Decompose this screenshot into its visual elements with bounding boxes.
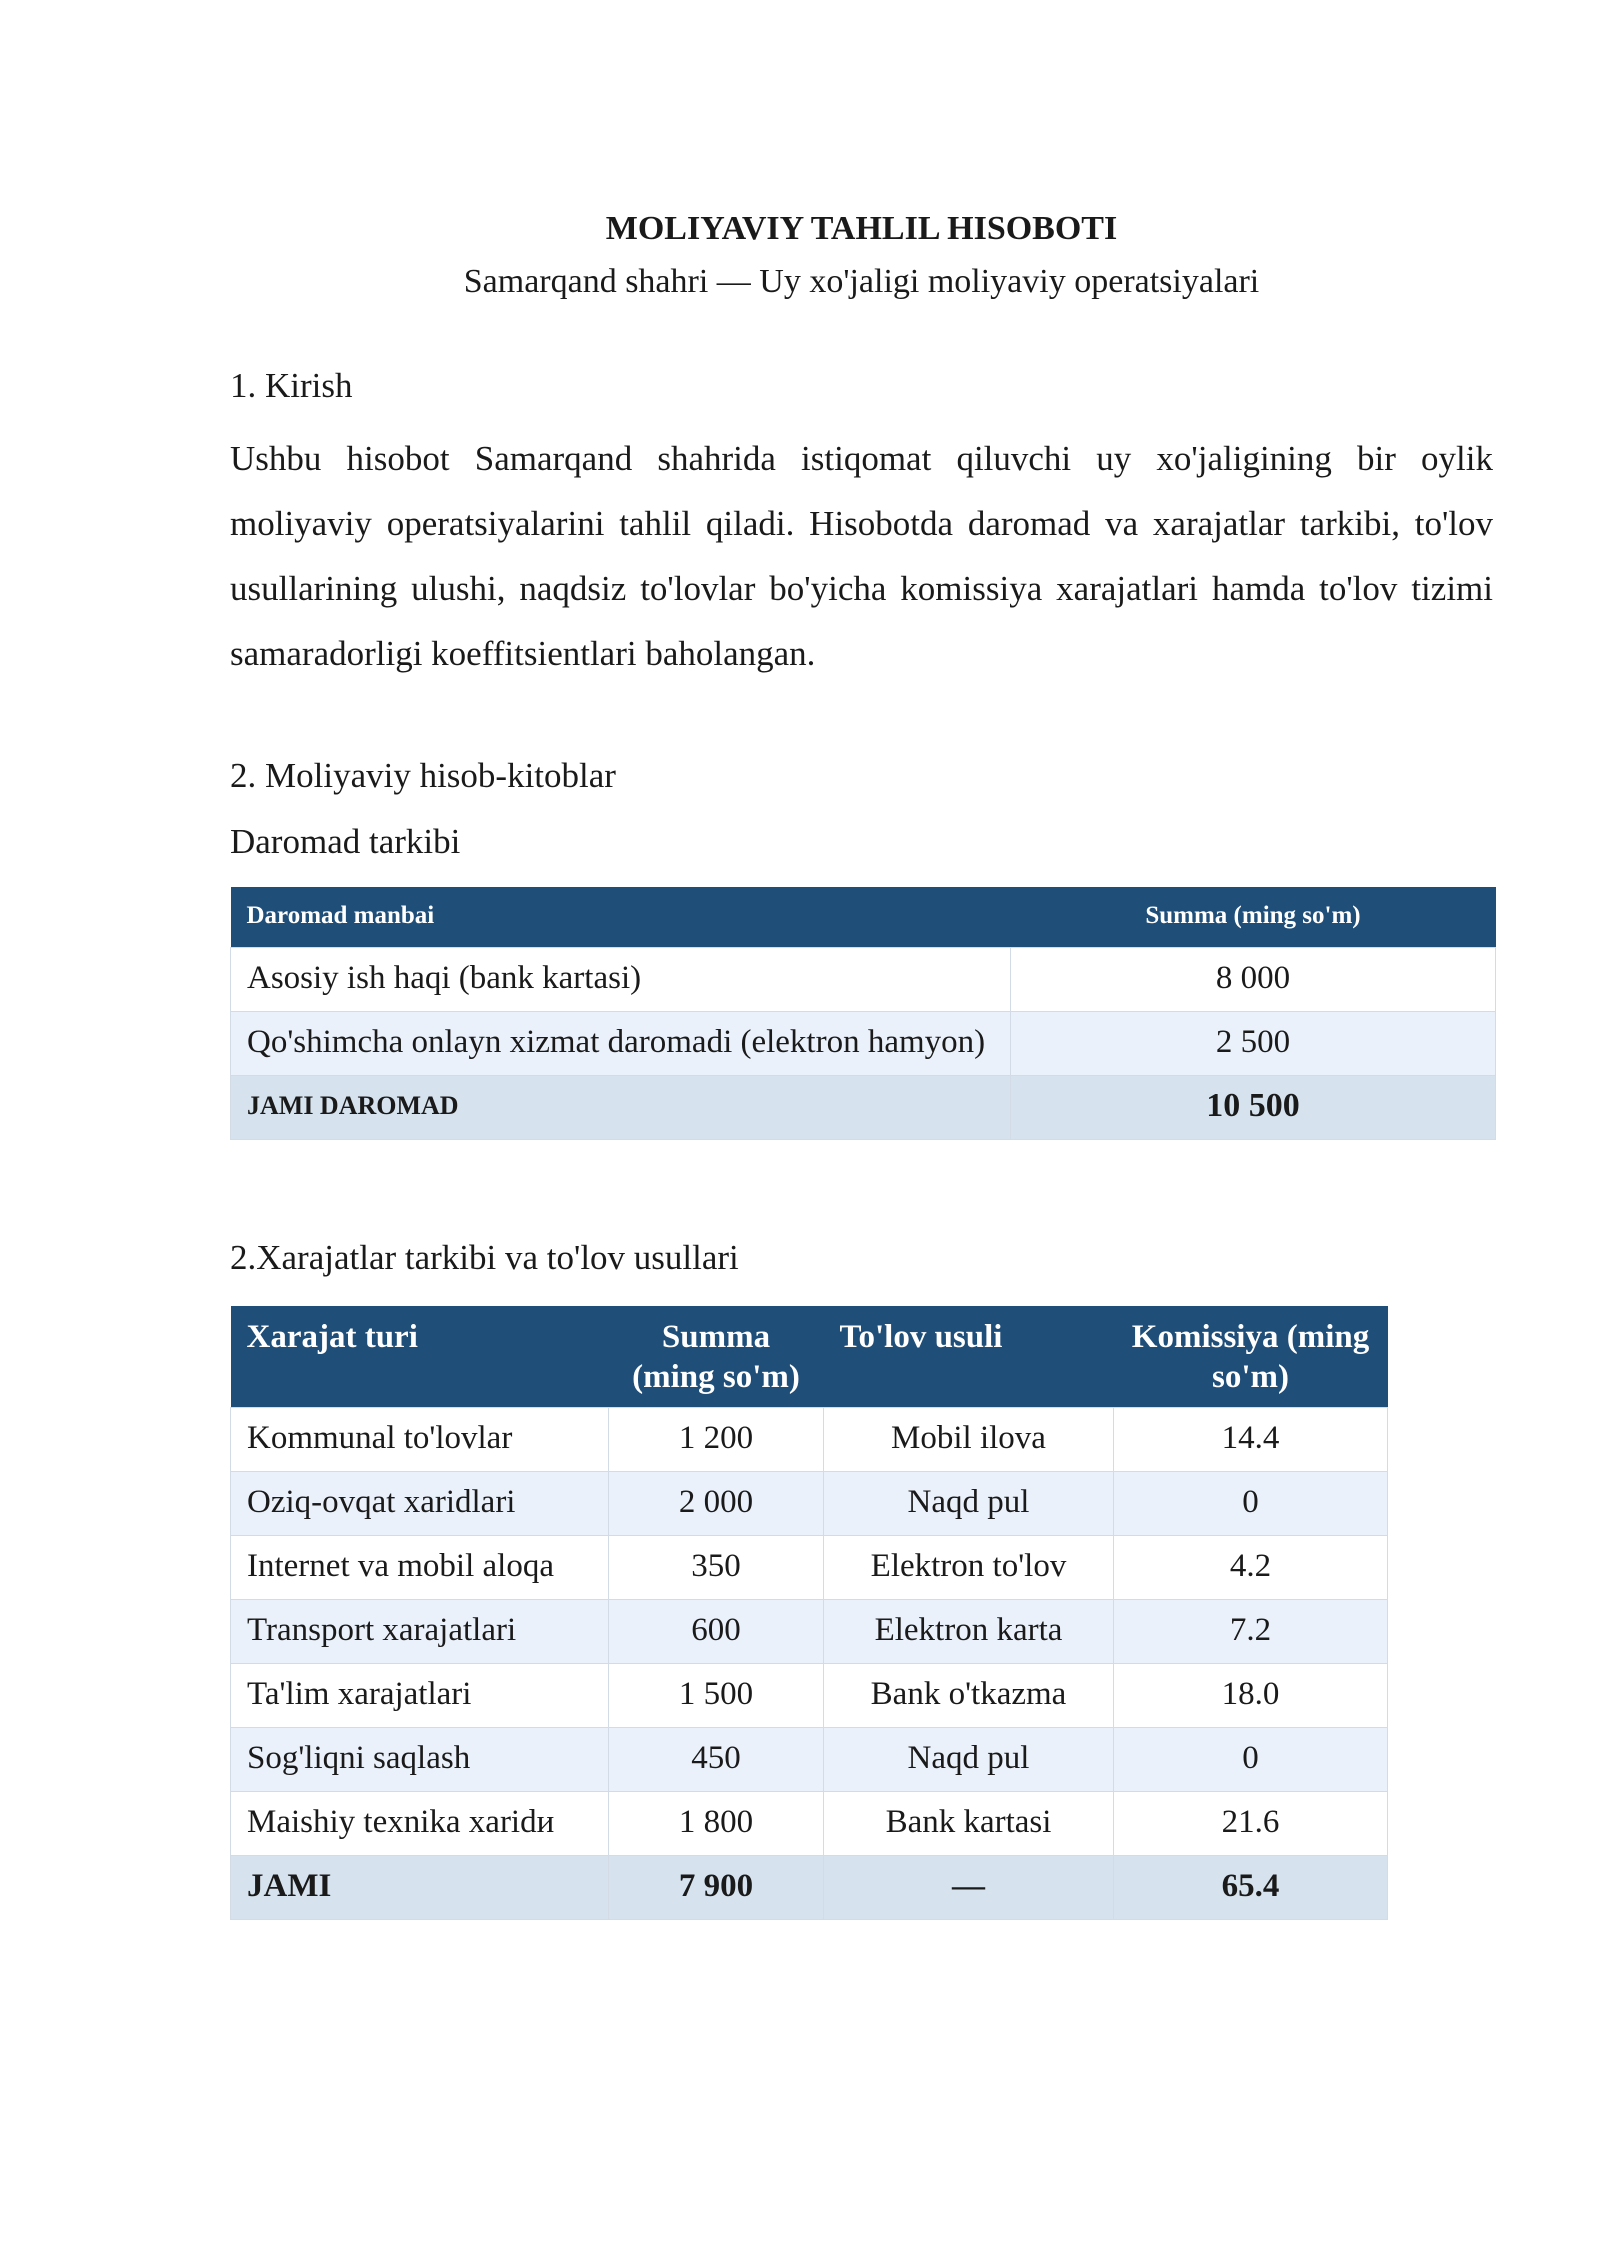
section-heading-expenses: 2.Xarajatlar tarkibi va to'lov usullari — [230, 1238, 739, 1277]
header-expense-amount: Summa (ming so'm) — [609, 1306, 824, 1408]
expense-type-cell: Kommunal to'lovlar — [231, 1408, 609, 1472]
table-row — [231, 1408, 1388, 1472]
table-row — [231, 1536, 1388, 1600]
header-commission: Komissiya (ming so'm) — [1114, 1306, 1388, 1408]
income-source-cell: Asosiy ish haqi (bank kartasi) — [231, 948, 1011, 1012]
table-row — [231, 1792, 1388, 1856]
payment-method-cell: Mobil ilova — [824, 1408, 1114, 1472]
expense-amount-cell: 600 — [609, 1600, 824, 1664]
expense-type-cell: Sog'liqni saqlash — [231, 1728, 609, 1792]
table-row — [231, 1472, 1388, 1536]
section-heading-calculations: 2. Moliyaviy hisob-kitoblar — [230, 756, 616, 795]
commission-cell: 7.2 — [1114, 1600, 1388, 1664]
commission-cell: 14.4 — [1114, 1408, 1388, 1472]
commission-cell: 0 — [1114, 1728, 1388, 1792]
expense-amount-cell: 1 800 — [609, 1792, 824, 1856]
payment-method-cell: Bank o'tkazma — [824, 1664, 1114, 1728]
commission-cell: 0 — [1114, 1472, 1388, 1536]
expense-total-label: JAMI — [231, 1856, 609, 1920]
expense-amount-cell: 1 200 — [609, 1408, 824, 1472]
table-row — [231, 948, 1496, 1012]
income-table-header — [231, 887, 1496, 948]
expense-amount-cell: 450 — [609, 1728, 824, 1792]
expense-type-cell: Internet va mobil aloqa — [231, 1536, 609, 1600]
expense-table — [230, 1306, 1388, 1920]
table-row — [231, 1728, 1388, 1792]
document-title: MOLIYAVIY TAHLIL HISOBOTI — [605, 210, 1118, 247]
commission-cell: 4.2 — [1114, 1536, 1388, 1600]
payment-method-cell: Bank kartasi — [824, 1792, 1114, 1856]
document-subtitle: Samarqand shahri — Uy xo'jaligi moliyaviy operatsiyalari — [463, 263, 1260, 300]
expense-total-commission: 65.4 — [1114, 1856, 1388, 1920]
header-income-amount: Summa (ming so'm) — [1011, 887, 1496, 948]
intro-paragraph: Ushbu hisobot Samarqand shahrida istiqomat qiluvchi uy xo'jaligining bir oylik moliyaviy operatsiyalarini tahlil qiladi. Hisobotda daromad va xarajatlar tarkibi, to'lov usullarining ulushi, naqdsiz to'lovlar bo'yicha komissiya xarajatlari hamda to'lov tizimi samaradorligi koeffitsientlari baholangan. — [230, 439, 1493, 673]
income-total-label: JAMI DAROMAD — [231, 1076, 1011, 1140]
expense-amount-cell: 350 — [609, 1536, 824, 1600]
expense-total-method: — — [824, 1856, 1114, 1920]
income-amount-cell: 8 000 — [1011, 948, 1496, 1012]
commission-cell: 21.6 — [1114, 1792, 1388, 1856]
expense-type-cell: Oziq-ovqat xaridlari — [231, 1472, 609, 1536]
header-expense-type: Xarajat turi — [231, 1306, 609, 1408]
income-total-value: 10 500 — [1011, 1076, 1496, 1140]
table-row — [231, 1012, 1496, 1076]
income-amount-cell: 2 500 — [1011, 1012, 1496, 1076]
payment-method-cell: Naqd pul — [824, 1472, 1114, 1536]
commission-cell: 18.0 — [1114, 1664, 1388, 1728]
income-source-cell: Qo'shimcha onlayn xizmat daromadi (elektron hamyon) — [231, 1012, 1011, 1076]
payment-method-cell: Elektron to'lov — [824, 1536, 1114, 1600]
table-row — [231, 1600, 1388, 1664]
header-income-source: Daromad manbai — [231, 887, 1011, 948]
expense-type-cell: Maishiy texnika xaridи — [231, 1792, 609, 1856]
income-table — [230, 887, 1496, 1140]
expense-table-header — [231, 1306, 1388, 1408]
section-heading-intro: 1. Kirish — [230, 366, 353, 405]
payment-method-cell: Elektron karta — [824, 1600, 1114, 1664]
income-total-row — [231, 1076, 1496, 1140]
expense-total-amount: 7 900 — [609, 1856, 824, 1920]
table-row — [231, 1664, 1388, 1728]
payment-method-cell: Naqd pul — [824, 1728, 1114, 1792]
expense-type-cell: Ta'lim xarajatlari — [231, 1664, 609, 1728]
expense-amount-cell: 2 000 — [609, 1472, 824, 1536]
income-table-caption: Daromad tarkibi — [230, 822, 461, 861]
expense-total-row — [231, 1856, 1388, 1920]
header-payment-method: To'lov usuli — [824, 1306, 1114, 1408]
expense-amount-cell: 1 500 — [609, 1664, 824, 1728]
expense-type-cell: Transport xarajatlari — [231, 1600, 609, 1664]
